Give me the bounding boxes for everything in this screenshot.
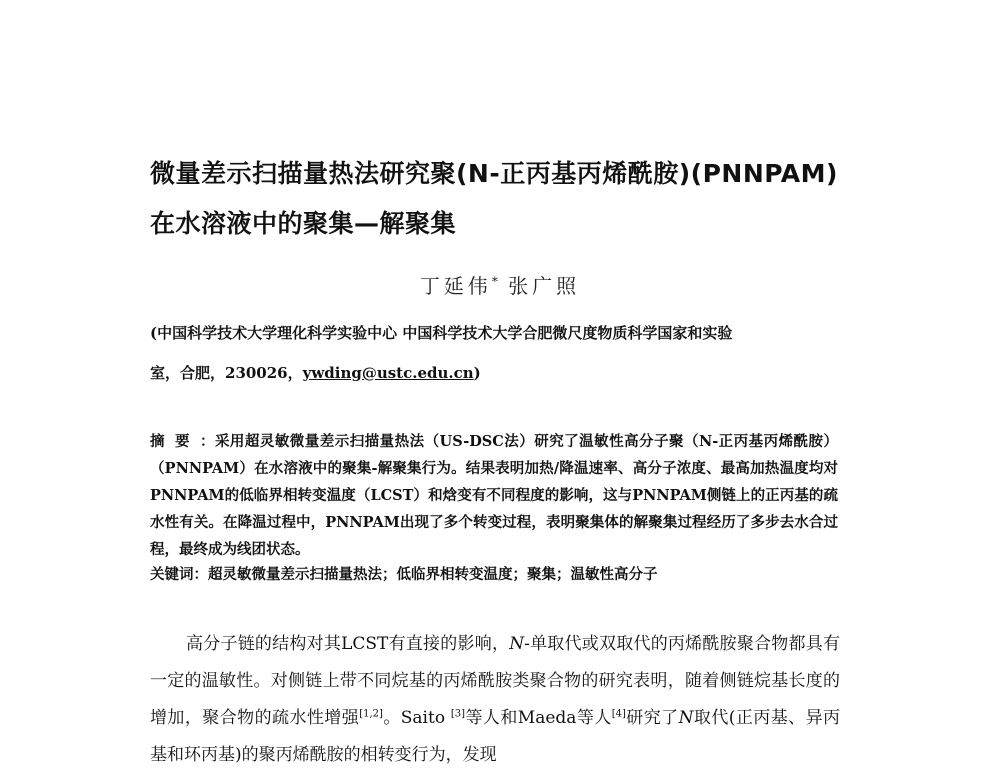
abstract-text: 采用超灵敏微量差示扫描量热法（US-DSC法）研究了温敏性高分子聚（N-正丙基丙烯酰胺）（PNNPAM）在水溶液中的聚集-解聚集行为。结果表明加热/降温速率、高分子浓度、最高加热温度均对PNNPAM的低临界相转变温度（LCST）和焓变有不同程度的影响，这与PNNPAM侧链上的正丙基的疏水性有关。在降温过程中，PNNPAM出现了多个转变过程，表明聚集体的解聚集过程经历了多步去水合过程，最终成为线团状态。 <box>150 433 839 558</box>
affiliation-line-1: (中国科学技术大学理化科学实验中心 中国科学技术大学合肥微尺度物质科学国家和实验 <box>150 324 733 342</box>
body-text-segment: 取代(正丙基、异丙基和环丙基)的聚丙烯酰胺的相转变行为，发现 <box>150 708 840 765</box>
citation-ref: [1,2] <box>359 708 383 720</box>
keywords <box>150 563 850 584</box>
affiliation-line-2 <box>150 362 850 383</box>
abstract-colon: ： <box>199 433 215 450</box>
body-text-segment: -单取代或双取代的丙烯酰胺聚合物都具有一定的温敏性。对侧链上带不同烷基的丙烯酰胺类聚合物的研究表明，随着侧链烷基长度的增加，聚合物的疏水性增强 <box>150 634 840 728</box>
citation-ref: [4] <box>611 708 626 720</box>
abstract <box>150 428 838 563</box>
title-line-2: 在水溶液中的聚集—解聚集 <box>150 209 457 238</box>
keywords-text: 超灵敏微量差示扫描量热法；低临界相转变温度；聚集；温敏性高分子 <box>208 566 658 583</box>
italic-n: N <box>509 634 525 654</box>
affiliation-address: 室，合肥，230026， <box>150 364 303 382</box>
italic-n: N <box>678 708 694 728</box>
citation-ref: [3] <box>450 708 466 720</box>
body-paragraph <box>150 626 840 774</box>
author-name: 丁延伟 <box>419 274 492 298</box>
body-text-segment: 等人和Maeda等人 <box>465 708 612 728</box>
author-name: 张广照 <box>508 274 581 298</box>
affiliation-close: ) <box>473 364 481 382</box>
body-text-segment: 。Saito <box>382 708 451 728</box>
body-text-segment: 研究了 <box>625 708 679 728</box>
corresponding-author-mark: * <box>491 274 498 289</box>
email-link[interactable]: ywding@ustc.edu.cn <box>302 364 474 382</box>
body-text-segment: 高分子链的结构对其LCST有直接的影响， <box>186 634 510 654</box>
abstract-label: 摘要 <box>150 433 200 450</box>
author-list <box>0 270 1000 299</box>
title-line-1: 微量差示扫描量热法研究聚(N-正丙基丙烯酰胺)(PNNPAM) <box>150 159 838 188</box>
keywords-label: 关键词： <box>150 566 208 583</box>
